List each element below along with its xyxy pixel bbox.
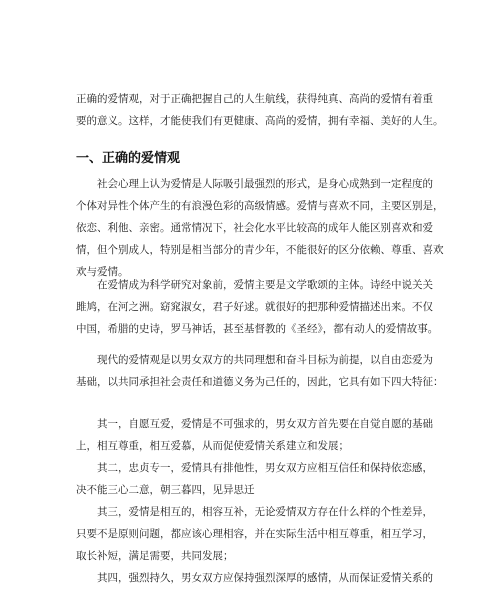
text-line: 上，相互尊重，相互爱慕，从而促使爱情关系建立和发展； — [76, 440, 349, 452]
text-line: 现代的爱情观是以男女双方的共同理想和奋斗目标为前提，以自由恋爱为 — [76, 354, 433, 366]
text-line: 其四，强烈持久，男女双方应保持强烈深厚的感情，从而保证爱情关系的 — [76, 572, 433, 584]
text-line: 其一，自愿互爱，爱情是不可强求的，男女双方首先要在自觉自愿的基础 — [76, 418, 433, 430]
text-line: 要的意义。这样，才能使我们有更健康、高尚的爱情，拥有幸福、美好的人生。 — [76, 115, 444, 127]
section-heading: 一、正确的爱情观 — [76, 151, 181, 166]
text-line: 在爱情成为科学研究对象前，爱情主要是文学歌颂的主体。诗经中说关关 — [76, 279, 433, 291]
text-line: 情，但个别成人，特别是相当部分的青少年，不能很好的区分依赖、尊重、喜欢 — [76, 244, 444, 256]
text-line: 中国，希腊的史诗，罗马神话，甚至基督教的《圣经》，都有动人的爱情故事。 — [76, 323, 439, 335]
paragraph-1 — [76, 173, 444, 283]
text-line: 依恋、利他、亲密。通常情况下，社会化水平比较高的成年人能区别喜欢和爱 — [76, 222, 433, 234]
text-line: 其二，忠贞专一，爱情具有排他性，男女双方应相互信任和保持依恋感， — [76, 462, 433, 474]
text-line: 其三，爱情是相互的，相容互补，无论爱情双方存在什么样的个性差异， — [76, 506, 433, 518]
text-line: 只要不是原则问题，都应该心理相容，并在实际生活中相互尊重，相互学习， — [76, 528, 433, 540]
features-list — [76, 413, 433, 589]
paragraph-2 — [76, 274, 439, 340]
text-line: 欢与爱情。 — [76, 266, 129, 278]
text-line: 正确的爱情观，对于正确把握自己的人生航线，获得纯真、高尚的爱情有着重 — [76, 93, 433, 105]
text-line: 取长补短，满足需要，共同发展； — [76, 550, 234, 562]
text-line: 基础，以共同承担社会责任和道德义务为己任的，因此，它具有如下四大特征： — [76, 376, 444, 388]
text-line: 雎鸠，在河之洲。窈窕淑女，君子好逑。就很好的把那种爱情描述出来。不仅 — [76, 301, 433, 313]
text-line: 社会心理上认为爱情是人际吸引最强烈的形式，是身心成熟到一定程度的 — [76, 178, 433, 190]
text-line: 决不能三心二意，朝三暮四，见异思迁 — [76, 484, 255, 496]
intro-paragraph — [76, 88, 444, 132]
paragraph-3 — [76, 349, 444, 393]
text-line: 个体对异性个体产生的有浪漫色彩的高级情感。爱情与喜欢不同，主要区别是， — [76, 200, 444, 212]
